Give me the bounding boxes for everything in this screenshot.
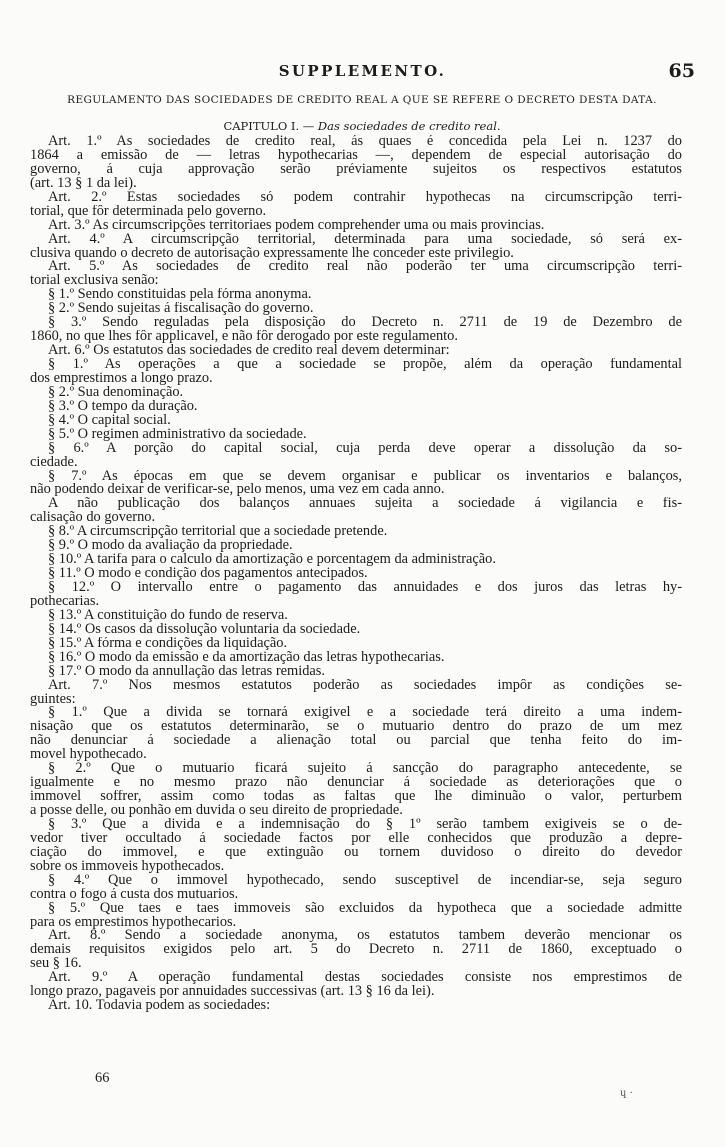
text-line: immovel soffrer, assim como todas as faltas que lhe diminuão o valor, perturbem (30, 790, 682, 804)
text-line: (art. 13 § 1 da lei). (30, 176, 137, 191)
text-line: § 9.º O modo da avaliação da propriedade. (48, 539, 293, 554)
text-line: § 1.º Que a divida se tornará exigivel e a sociedade terá direito a uma indem- (48, 706, 682, 721)
text-line: 1864 a emissão de — letras hypothecarias —, dependem de especial autorisação do (30, 148, 682, 163)
text-line: A não publicação dos balanços annuaes sujeita a sociedade á vigilancia e fis- (48, 497, 682, 512)
text-line: torial, que fôr determinada pelo governo. (30, 204, 267, 219)
text-line: § 2.º Sua denominação. (48, 385, 184, 400)
text-line: nisação que os estatutos determinarão, se o mutuario dentro do prazo de um mez (30, 720, 682, 735)
text-line: § 5.º O regimen administrativo da sociedade. (48, 427, 307, 442)
text-line: § 8.º A circumscripção territorial que a sociedade pretende. (48, 525, 388, 540)
regulation-title: REGULAMENTO DAS SOCIEDADES DE CREDITO REAL A QUE SE REFERE O DECRETO DESTA DATA. (67, 94, 657, 106)
text-line: clusiva quando o decreto de autorisação expressamente lhe conceder este privilegio. (30, 246, 514, 261)
text-line: seu § 16. (30, 957, 82, 972)
text-line: Art. 8.º Sendo a sociedade anonyma, os estatutos tambem deverão mencionar os (48, 929, 682, 944)
text-line: § 12.º O intervallo entre o pagamento das annuidades e dos juros das letras hy- (48, 581, 682, 595)
folio-number: 66 (95, 1070, 110, 1086)
text-line: pothecarias. (30, 594, 100, 609)
text-line: § 1.º As operações a que a sociedade se propõe, além da operação fundamental (48, 358, 682, 372)
text-line: Art. 6.º Os estatutos das sociedades de credito real devem determinar: (48, 344, 450, 358)
text-line: § 17.º O modo da annullação das letras remidas. (48, 664, 326, 679)
text-line: § 16.º O modo da emissão e da amortização das letras hypothecarias. (48, 650, 445, 665)
text-line: dos emprestimos a longo prazo. (30, 371, 213, 386)
text-line: § 3.º O tempo da duração. (48, 399, 198, 414)
text-line: § 2.º Sendo sujeitas á fiscalisação do governo. (48, 302, 314, 317)
text-line: § 11.º O modo e condição dos pagamentos antecipados. (48, 567, 368, 581)
text-line: § 14.º Os casos da dissolução voluntaria da sociedade. (48, 622, 361, 637)
text-line: Art. 2.º Estas sociedades só podem contrahir hypothecas na circumscripção terri- (48, 190, 682, 205)
text-line: § 2.º Que o mutuario ficará sujeito á sancção do paragrapho antecedente, se (48, 762, 682, 777)
text-line: para os emprestimos hypothecarios. (30, 915, 237, 930)
text-line: Art. 3.º As circumscripções territoriaes podem comprehender uma ou mais provincias. (48, 218, 545, 233)
text-line: § 7.º As épocas em que se devem organisar e publicar os inventarios e balanços, (48, 469, 682, 484)
page-mark: ɥ · (620, 1088, 633, 1099)
text-line: não denunciar á sociedade a alienação total ou parcial que tenha feito do im- (30, 734, 682, 749)
text-line: governo, á cuja approvação serão préviamente sujeitos os respectivos estatutos (30, 162, 682, 177)
body-text (30, 135, 682, 1013)
text-line: a posse delle, ou ponhão em duvida o seu direito de propriedade. (30, 804, 403, 818)
chapter-title: Das sociedades de credito real. (317, 119, 501, 133)
text-line: § 3.º Sendo reguladas pela disposição do Decreto n. 2711 de 19 de Dezembro de (48, 316, 682, 331)
text-line: § 13.º A constituição do fundo de reserva. (48, 608, 288, 623)
text-line: ciação do immovel, e que extinguão ou tornem duvidoso o direito do devedor (30, 845, 682, 860)
text-line: Art. 5.º As sociedades de credito real não poderão ter uma circumscripção terri- (48, 260, 682, 275)
text-line: § 5.º Que taes e taes immoveis são excluidos da hypotheca que a sociedade admitte (48, 901, 682, 916)
text-line: § 1.º Sendo constituidas pela fórma anonyma. (48, 288, 312, 303)
text-line: Art. 9.º A operação fundamental destas sociedades consiste nos emprestimos de (48, 971, 682, 986)
text-line: § 4.º O capital social. (48, 413, 171, 428)
text-line: Art. 7.º Nos mesmos estatutos poderão as sociedades impôr as condições se- (48, 678, 682, 693)
text-line: demais requisitos exigidos pelo art. 5 do Decreto n. 2711 de 1860, exceptuado o (30, 943, 682, 958)
text-line: § 15.º A fórma e condições da liquidação. (48, 636, 288, 651)
text-line: movel hypothecado. (30, 748, 147, 763)
text-line: Art. 4.º A circumscripção territorial, determinada para uma sociedade, só será ex- (48, 232, 682, 247)
text-line: § 10.º A tarifa para o calculo da amortização e porcentagem da administração. (48, 553, 496, 568)
text-line: § 3.º Que a divida e a indemnisação do § 1º serão tambem exigiveis se o de- (48, 817, 682, 832)
text-line: sobre os immoveis hypothecados. (30, 859, 225, 874)
text-line: vedor tiver occultado á sociedade factos por elle conhecidos que produzão a depre- (30, 831, 682, 846)
text-line: torial exclusiva senão: (30, 274, 159, 289)
text-line: Art. 10. Todavia podem as sociedades: (48, 999, 271, 1014)
text-line: longo prazo, pagaveis por annuidades successivas (art. 13 § 16 da lei). (30, 985, 435, 1000)
text-line: contra o fogo á custa dos mutuarios. (30, 887, 239, 902)
page-number: 65 (668, 60, 695, 82)
text-line: não podendo deixar de verificar-se, pelo menos, uma vez em cada anno. (30, 483, 445, 498)
text-line: § 4.º Que o immovel hypothecado, sendo susceptivel de incendiar-se, seja seguro (48, 873, 682, 888)
header-title: SUPPLEMENTO. (278, 62, 447, 80)
text-line: Art. 1.º As sociedades de credito real, ás quaes é concedida pela Lei n. 1237 do (48, 135, 682, 149)
chapter-heading (22, 119, 702, 133)
text-line: calisação do governo. (30, 511, 156, 526)
text-line: 1860, no que lhes fôr applicavel, e não fôr derogado por este regulamento. (30, 330, 458, 345)
chapter-label: CAPITULO I. — (223, 119, 315, 133)
text-line: igualmente e no mesmo prazo não denunciar á sociedade as deteriorações que o (30, 776, 682, 791)
running-header (0, 62, 725, 84)
text-line: guintes: (30, 692, 76, 707)
text-line: § 6.º A porção do capital social, cuja perda deve operar a dissolução da so- (48, 441, 682, 456)
text-line: ciedade. (30, 455, 78, 470)
